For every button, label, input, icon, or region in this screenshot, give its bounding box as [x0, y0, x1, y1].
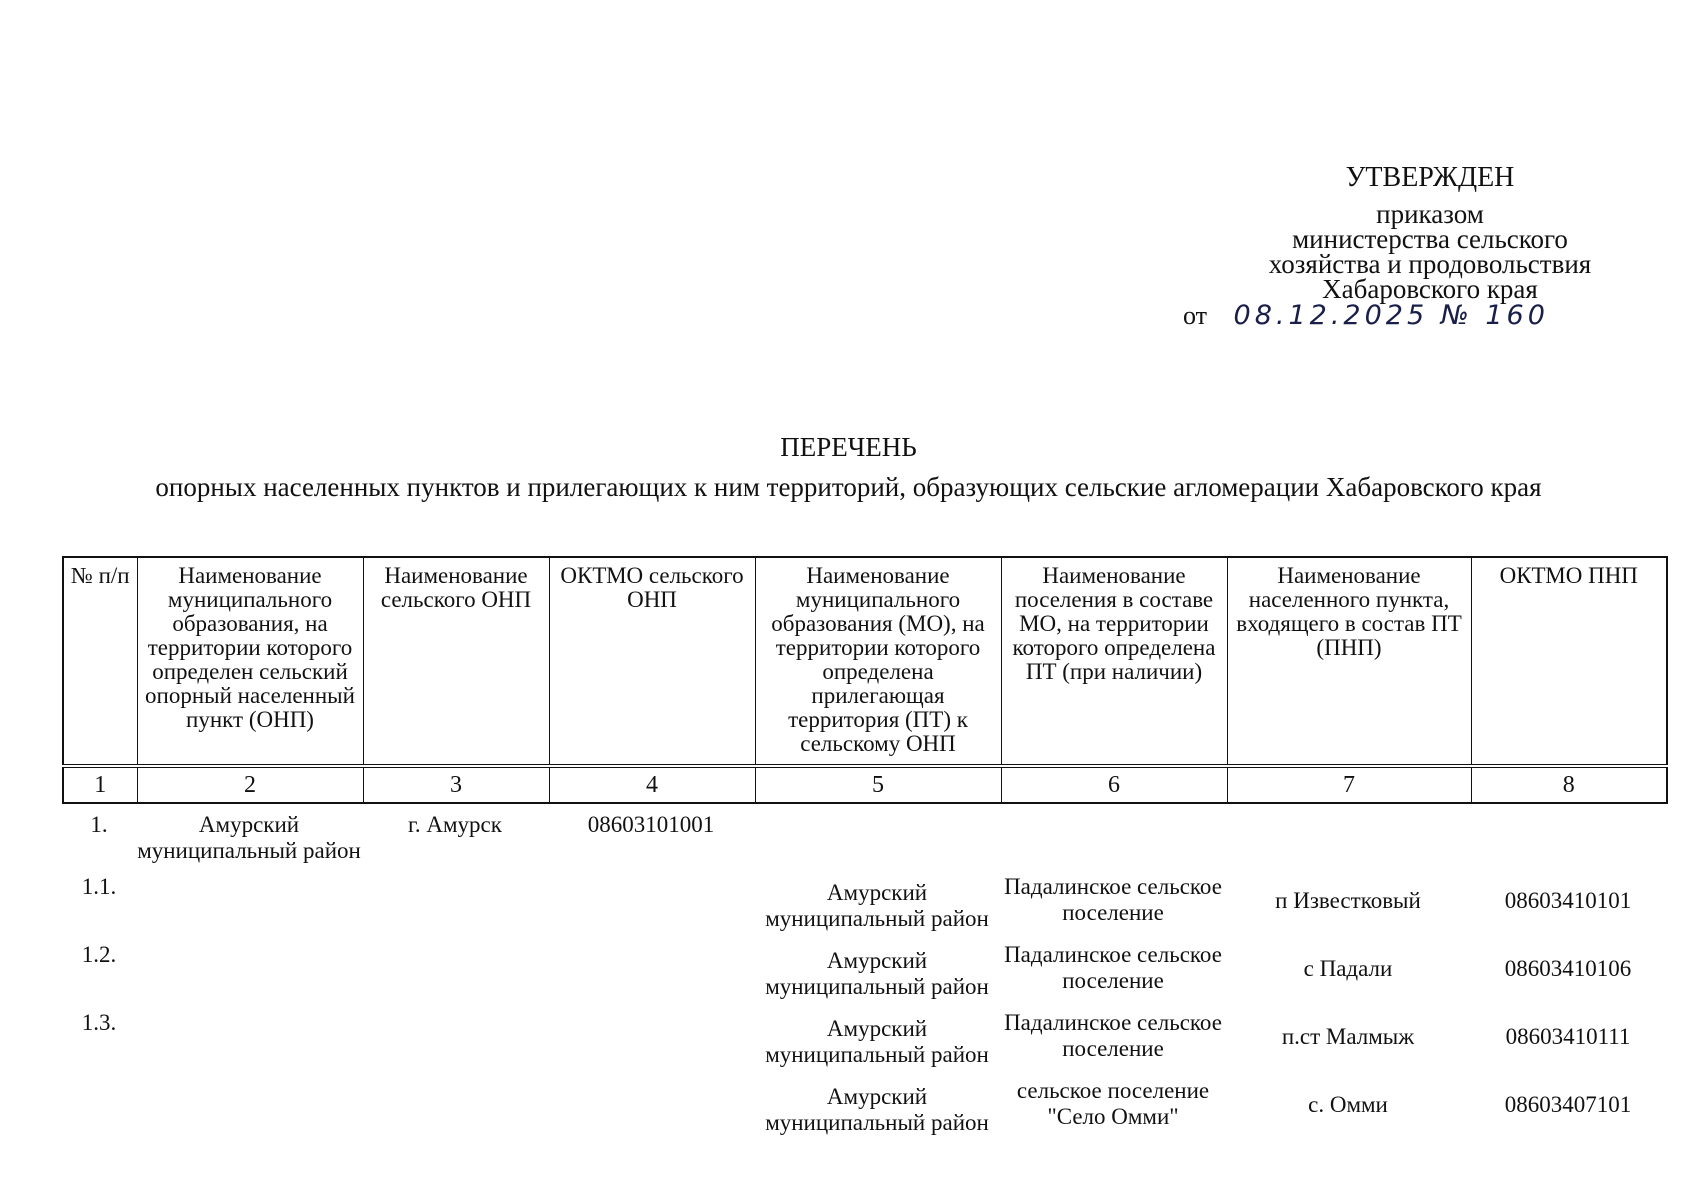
approval-line: Хабаровского края: [1322, 274, 1538, 304]
oktmo-onp-cell: 08603101001: [587, 812, 715, 837]
column-header-onp: Наименование сельского ОНП: [363, 557, 549, 766]
row-number: 1.: [90, 812, 108, 837]
column-header-pnp: Наименование населенного пункта, входящего в состав ПТ (ПНП): [1227, 557, 1471, 766]
approval-block: [1220, 162, 1640, 304]
pnp-cell: с. Омми: [1308, 1092, 1388, 1117]
column-number: 1: [63, 766, 137, 803]
settlement-cell: Падалинское сельское поселение: [1004, 942, 1222, 993]
table-row: [62, 1078, 1666, 1146]
column-header-number: № п/п: [63, 557, 137, 766]
oktmo-pnp-cell: 08603410106: [1504, 956, 1632, 981]
approval-line: приказом: [1376, 199, 1484, 229]
column-header-oktmo-onp: ОКТМО сельского ОНП: [549, 557, 755, 766]
order-date: [1183, 300, 1549, 331]
column-header-oktmo-pnp: ОКТМО ПНП: [1471, 557, 1667, 766]
column-number: 4: [549, 766, 755, 803]
register-table-header: [62, 556, 1668, 804]
mo-pt-cell: Амурский муниципальный район: [765, 880, 989, 931]
column-number: 2: [137, 766, 363, 803]
oktmo-pnp-cell: 08603410101: [1504, 888, 1632, 913]
mo-pt-cell: Амурский муниципальный район: [765, 1084, 989, 1135]
column-number: 8: [1471, 766, 1667, 803]
table-row: [62, 874, 1666, 942]
settlement-cell: сельское поселение "Село Омми": [1016, 1078, 1210, 1129]
column-header-settlement: Наименование поселения в составе МО, на территории которого определена ПТ (при наличии): [1001, 557, 1227, 766]
document-subtitle: опорных населенных пунктов и прилегающих к ним территорий, образующих сельские агломерации Хабаровского края: [155, 472, 1542, 502]
column-number: 3: [363, 766, 549, 803]
onp-cell: г. Амурск: [408, 812, 502, 837]
settlement-cell: Падалинское сельское поселение: [1004, 1010, 1222, 1061]
row-number: 1.1.: [81, 874, 117, 899]
pnp-cell: п.ст Малмыж: [1281, 1024, 1415, 1049]
table-row: [62, 1010, 1666, 1078]
row-number: 1.3.: [81, 1010, 117, 1035]
approval-line: министерства сельского: [1292, 224, 1568, 254]
document-title: ПЕРЕЧЕНЬ: [780, 432, 917, 462]
approval-line: хозяйства и продовольствия: [1268, 249, 1592, 279]
column-number: 6: [1001, 766, 1227, 803]
table-row: [62, 942, 1666, 1010]
mo-pt-cell: Амурский муниципальный район: [765, 948, 989, 999]
table-body: [62, 812, 1666, 1146]
date-prefix: от: [1183, 301, 1208, 330]
column-header-mo-pt: Наименование муниципального образования (МО), на территории которого определена прилегающая территория (ПТ) к сельскому ОНП: [755, 557, 1001, 766]
handwritten-date: 08.12.2025 № 160: [1233, 300, 1549, 331]
oktmo-pnp-cell: 08603410111: [1505, 1024, 1631, 1049]
mo-onp-cell: Амурский муниципальный район: [137, 812, 361, 863]
pnp-cell: с Падали: [1303, 956, 1393, 981]
column-header-mo-onp: Наименование муниципального образования, на территории которого определен сельский опорный населенный пункт (ОНП): [137, 557, 363, 766]
oktmo-pnp-cell: 08603407101: [1504, 1092, 1632, 1117]
pnp-cell: п Известковый: [1275, 888, 1421, 913]
column-number: 5: [755, 766, 1001, 803]
approval-heading: УТВЕРЖДЕН: [1345, 162, 1515, 193]
row-number: 1.2.: [81, 942, 117, 967]
mo-pt-cell: Амурский муниципальный район: [765, 1016, 989, 1067]
table-row: [62, 812, 1666, 874]
column-number: 7: [1227, 766, 1471, 803]
settlement-cell: Падалинское сельское поселение: [1004, 874, 1222, 925]
